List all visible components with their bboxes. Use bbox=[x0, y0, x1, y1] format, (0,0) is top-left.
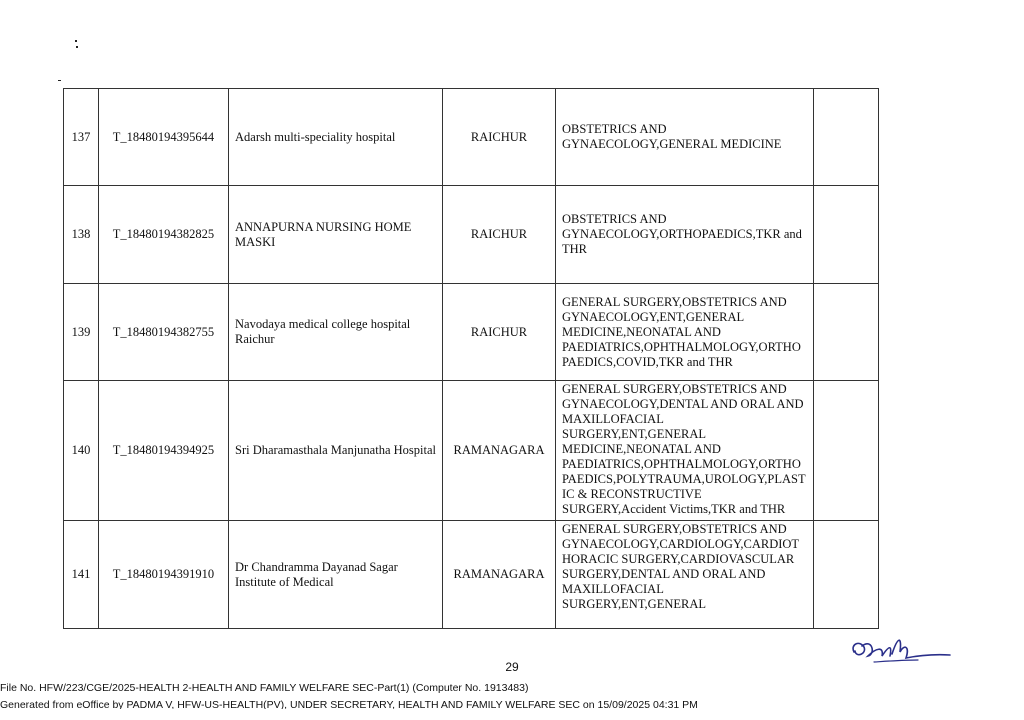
remarks-cell bbox=[814, 89, 879, 186]
table-row bbox=[64, 186, 879, 284]
hospital-id-cell: T_18480194382755 bbox=[99, 284, 229, 381]
specialities-cell: OBSTETRICS AND GYNAECOLOGY,ORTHOPAEDICS,TKR and THR bbox=[556, 186, 814, 284]
specialities-cell: GENERAL SURGERY,OBSTETRICS AND GYNAECOLOGY,DENTAL AND ORAL AND MAXILLOFACIAL SURGERY,ENT,GENERAL MEDICINE,NEONATAL AND PAEDIATRICS,OPHTHALMOLOGY,ORTHOPAEDICS,POLYTRAUMA,UROLOGY,PLASTIC & RECONSTRUCTIVE SURGERY,Accident Victims,TKR and THR bbox=[556, 381, 814, 521]
serial-number-cell: 137 bbox=[64, 89, 99, 186]
remarks-cell bbox=[814, 186, 879, 284]
district-cell: RAMANAGARA bbox=[443, 521, 556, 629]
hospital-id-cell: T_18480194394925 bbox=[99, 381, 229, 521]
serial-number-cell: 139 bbox=[64, 284, 99, 381]
specialities-cell: GENERAL SURGERY,OBSTETRICS AND GYNAECOLOGY,CARDIOLOGY,CARDIOTHORACIC SURGERY,CARDIOVASCULAR SURGERY,DENTAL AND ORAL AND MAXILLOFACIAL SURGERY,ENT,GENERAL bbox=[556, 521, 814, 629]
specialities-cell: GENERAL SURGERY,OBSTETRICS AND GYNAECOLOGY,ENT,GENERAL MEDICINE,NEONATAL AND PAEDIATRICS,OPHTHALMOLOGY,ORTHOPAEDICS,COVID,TKR and THR bbox=[556, 284, 814, 381]
table-row bbox=[64, 381, 879, 521]
scan-speck bbox=[58, 80, 61, 81]
hospital-table bbox=[63, 88, 879, 629]
hospital-name-cell: Navodaya medical college hospital Raichur bbox=[229, 284, 443, 381]
remarks-cell bbox=[814, 381, 879, 521]
scan-speck bbox=[76, 46, 78, 48]
district-cell: RAICHUR bbox=[443, 89, 556, 186]
hospital-name-cell: Sri Dharamasthala Manjunatha Hospital bbox=[229, 381, 443, 521]
page-number: 29 bbox=[505, 660, 519, 674]
district-cell: RAICHUR bbox=[443, 186, 556, 284]
remarks-cell bbox=[814, 521, 879, 629]
district-cell: RAICHUR bbox=[443, 284, 556, 381]
file-number-footer: File No. HFW/223/CGE/2025-HEALTH 2-HEALTH AND FAMILY WELFARE SEC-Part(1) (Computer No. 1913483) bbox=[0, 682, 529, 694]
hospital-name-cell: Dr Chandramma Dayanad Sagar Institute of Medical bbox=[229, 521, 443, 629]
district-cell: RAMANAGARA bbox=[443, 381, 556, 521]
scan-speck bbox=[75, 40, 77, 42]
table-row bbox=[64, 521, 879, 629]
remarks-cell bbox=[814, 284, 879, 381]
hospital-id-cell: T_18480194382825 bbox=[99, 186, 229, 284]
table-row bbox=[64, 89, 879, 186]
serial-number-cell: 141 bbox=[64, 521, 99, 629]
hospital-id-cell: T_18480194391910 bbox=[99, 521, 229, 629]
specialities-cell: OBSTETRICS AND GYNAECOLOGY,GENERAL MEDICINE bbox=[556, 89, 814, 186]
hospital-name-cell: ANNAPURNA NURSING HOME MASKI bbox=[229, 186, 443, 284]
table-row bbox=[64, 284, 879, 381]
serial-number-cell: 140 bbox=[64, 381, 99, 521]
generated-footer: Generated from eOffice by PADMA V, HFW-US-HEALTH(PV), UNDER SECRETARY, HEALTH AND FAMILY WELFARE SEC on 15/09/2025 04:31 PM bbox=[0, 699, 698, 709]
serial-number-cell: 138 bbox=[64, 186, 99, 284]
hospital-name-cell: Adarsh multi-speciality hospital bbox=[229, 89, 443, 186]
hospital-id-cell: T_18480194395644 bbox=[99, 89, 229, 186]
